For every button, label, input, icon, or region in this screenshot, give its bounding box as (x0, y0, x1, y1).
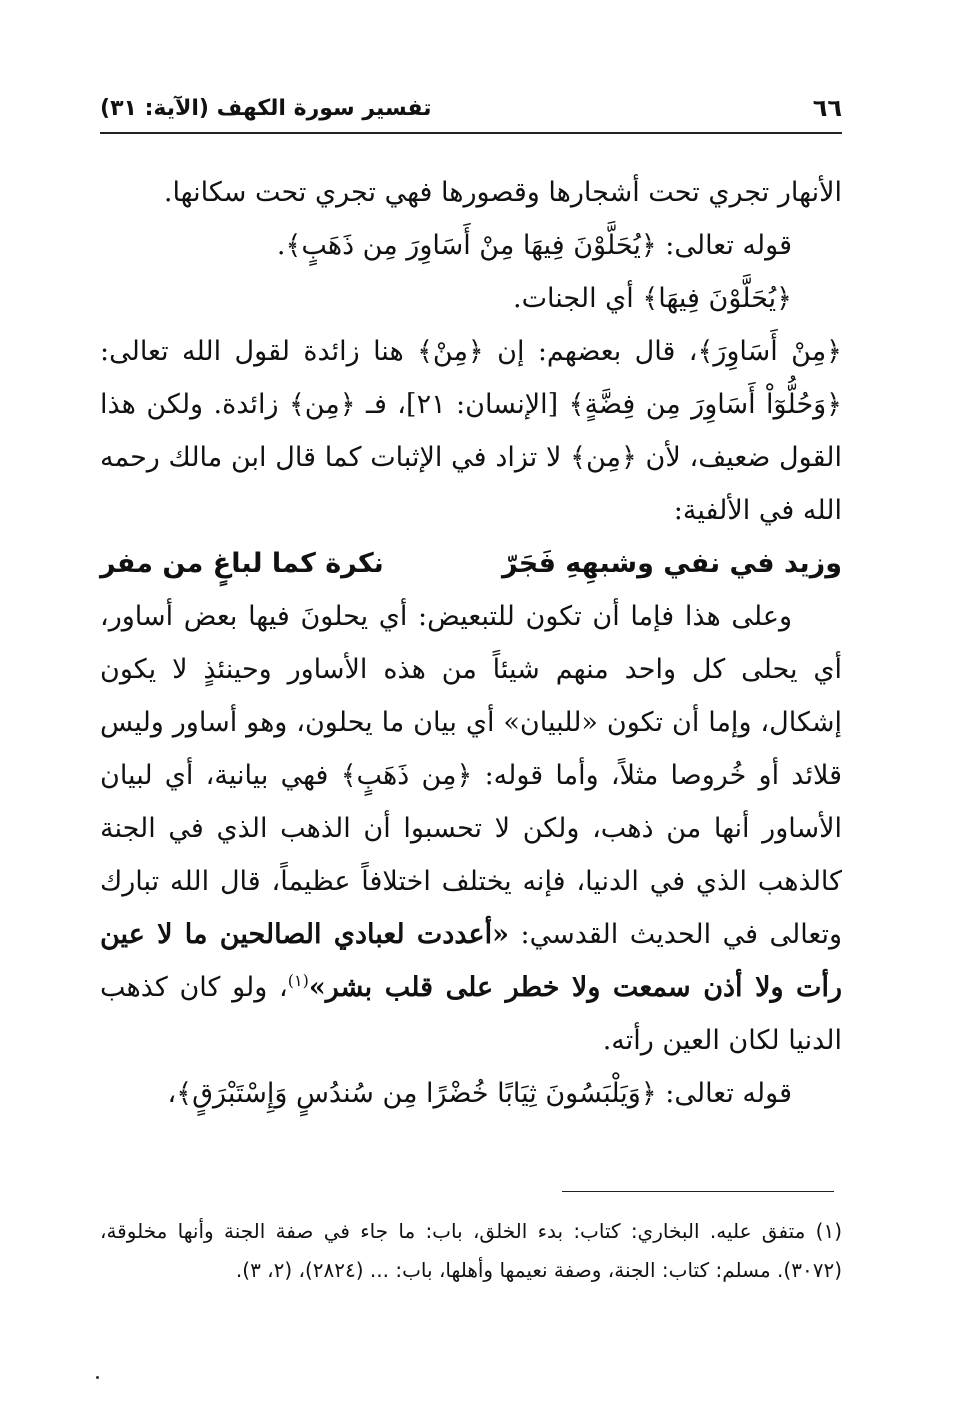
quran-verse: ﴿مِن﴾ (570, 442, 637, 473)
p5-text: وعلى هذا فإما أن تكون للتبعيض: أي يحلونَ فيها بعض أساور، أي يحلى كل واحد منهم شيئاً من هذه الأساور وحينئذٍ لا يكون إشكال، وإما أن تكون «للبيان» أي بيان ما يحلون، وهو أساور وليس قلائد أو خُروصا مثلاً، وأما قوله: (100, 601, 842, 791)
running-title: تفسير سورة الكهف (الآية: ٣١) (100, 95, 432, 121)
paragraph-4 (100, 325, 842, 537)
quran-verse: ﴿مِنْ﴾ (417, 336, 484, 367)
quran-verse: ﴿يُحَلَّوْنَ فِيهَا مِنْ أَسَاوِرَ مِن ذَهَبٍ﴾ (285, 230, 657, 261)
quran-verse: ﴿مِنْ أَسَاوِرَ﴾ (697, 336, 842, 367)
paragraph-5 (100, 590, 842, 1067)
poetry-verse (100, 537, 842, 590)
p3-suffix: أي الجنات. (513, 283, 643, 314)
verse-first-hemistich: وزيد في نفي وشبهِهِ فَجَرّ (501, 548, 842, 579)
p5-text: ، ولو كان كذهب الدنيا لكان العين رأته. (100, 972, 842, 1056)
p6-suffix: ، (167, 1078, 177, 1109)
p4-text: هنا زائدة لقول الله تعالى: (100, 336, 418, 367)
footnotes (100, 1212, 842, 1290)
p4-text: زائدة. ولكن هذا القول ضعيف، لأن (100, 389, 842, 473)
quran-verse: ﴿مِن ذَهَبٍ﴾ (340, 760, 473, 791)
p6-prefix: قوله تعالى: (656, 1078, 792, 1109)
p5-text: فهي بيانية، أي لبيان الأساور أنها من ذهب، ولكن لا تحسبوا أن الذهب الذي في الجنة كالذهب الذي في الدنيا، فإنه يختلف اختلافاً عظيماً، قال الله تبارك وتعالى في الحديث القدسي: (100, 760, 842, 950)
quran-verse: ﴿مِن﴾ (288, 389, 356, 420)
paragraph-1: الأنهار تجري تحت أشجارها وقصورها فهي تجري تحت سكانها. (163, 177, 842, 208)
paragraph-2 (100, 219, 842, 272)
header-divider (100, 132, 842, 134)
paragraph-6 (100, 1067, 842, 1120)
p4-text: [الإنسان: ٢١]، فـ (355, 389, 569, 420)
p4-text: لا تزاد في الإثبات كما قال ابن مالك رحمه الله في الألفية: (100, 442, 842, 526)
p2-prefix: قوله تعالى: (656, 230, 792, 261)
footnote-1: (١) متفق عليه. البخاري: كتاب: بدء الخلق، باب: ما جاء في صفة الجنة وأنها مخلوقة، (٣٠٧٢). مسلم: كتاب: الجنة، وصفة نعيمها وأهلها، باب: ... (٢٨٢٤)، (٢، ٣). (100, 1219, 842, 1282)
p4-text: ، قال بعضهم: إن (483, 336, 698, 367)
verse-second-hemistich: نكرة كما لباغٍ من مفر (100, 548, 384, 579)
quran-verse: ﴿وَحُلُّوٓاْ أَسَاوِرَ مِن فِضَّةٍ﴾ (568, 389, 842, 420)
main-text (100, 166, 842, 1120)
page-speck (96, 1376, 99, 1379)
page-header (100, 88, 842, 128)
paragraph-3 (100, 272, 842, 325)
p2-suffix: . (276, 230, 286, 261)
hadith-quote: «أعددت لعبادي الصالحين ما لا عين رأت ولا أذن سمعت ولا خطر على قلب بشر» (100, 919, 842, 1003)
page-number: ٦٦ (812, 94, 842, 122)
footnote-ref[interactable]: (١) (287, 971, 309, 990)
footnote-divider (562, 1191, 834, 1192)
quran-verse: ﴿وَيَلْبَسُونَ ثِيَابًا خُضْرًا مِن سُندُسٍ وَإِسْتَبْرَقٍ﴾ (176, 1078, 657, 1109)
quran-verse: ﴿يُحَلَّوْنَ فِيهَا﴾ (642, 283, 792, 314)
